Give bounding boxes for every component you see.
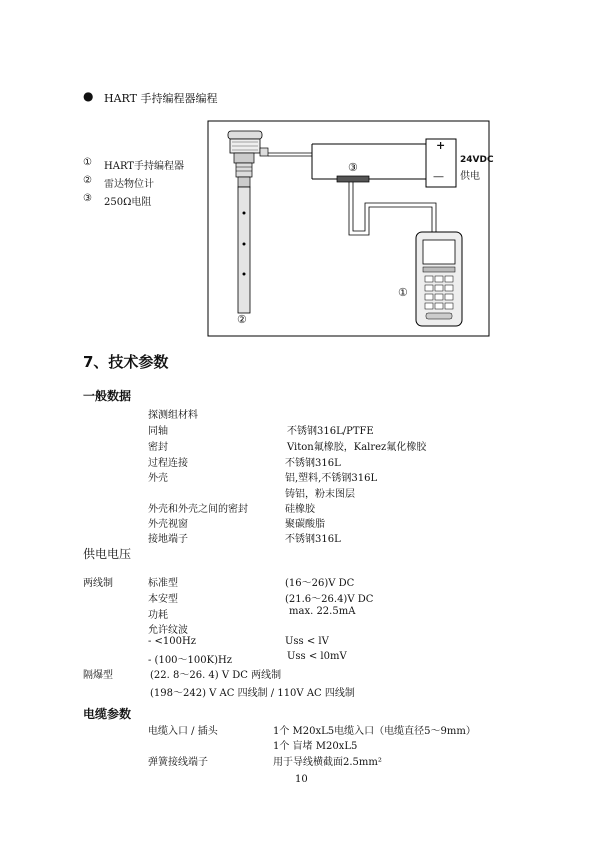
radar-level-meter-icon — [228, 131, 268, 313]
tech-section-title: 7、技术参数 — [83, 353, 169, 371]
cable-params-title: 电缆参数 — [83, 707, 132, 721]
general-row-value: 不锈钢316L — [285, 534, 341, 545]
isolated-type-line-1: (22. 8～26. 4) V DC 两线制 — [150, 670, 282, 681]
diagram-marker-3: ③ — [348, 161, 358, 174]
general-row-label: 接地端子 — [148, 534, 188, 545]
bullet-icon: ● — [83, 89, 94, 103]
two-wire-label: 两线制 — [83, 578, 113, 589]
probe-material-subtitle: 探测组材料 — [148, 410, 198, 421]
general-row-label: 过程连接 — [148, 458, 188, 469]
general-row-value: 不锈钢316L/PTFE — [287, 426, 374, 437]
power-row-label: 允许纹波 — [148, 625, 188, 636]
resistor-icon — [337, 176, 369, 182]
power-row-value: Uss < lV — [285, 636, 329, 647]
general-row-value: Viton氟橡胶，Kalrez氟化橡胶 — [287, 442, 427, 453]
general-data-title: 一般数据 — [83, 389, 132, 403]
general-row-label: 外壳和外壳之间的密封 — [148, 504, 248, 515]
general-row-value: 聚碳酸脂 — [285, 519, 325, 530]
power-row-label: - <100Hz — [148, 636, 197, 647]
cable-row-value: 用于导线横截面2.5mm² — [273, 757, 382, 768]
handheld-programmer-icon — [416, 232, 462, 326]
power-plus-sign: + — [436, 139, 446, 152]
page-number: 10 — [295, 774, 308, 785]
general-row-value: 铝,塑料,不锈钢316L — [285, 473, 378, 484]
general-row-label: 外壳视窗 — [148, 519, 188, 530]
diagram-marker-2: ② — [237, 313, 247, 326]
general-row-value: 铸铝，粉末图层 — [285, 489, 355, 500]
general-row-value: 不锈钢316L — [285, 458, 341, 469]
legend-num-3: ③ — [83, 193, 92, 204]
power-row-value: max. 22.5mA — [289, 606, 356, 617]
power-row-label: 标准型 — [148, 578, 178, 589]
power-label-supply: 供电 — [460, 171, 480, 182]
power-row-label: 功耗 — [148, 610, 168, 621]
power-supply-title: 供电电压 — [83, 547, 132, 561]
legend-label-2: 雷达物位计 — [104, 179, 154, 190]
legend-label-3: 250Ω电阻 — [104, 197, 152, 208]
cable-row-label: 弹簧接线端子 — [148, 757, 208, 768]
power-row-value: (21.6～26.4)V DC — [285, 594, 374, 605]
power-minus-sign: — — [433, 170, 444, 183]
general-row-label: 同轴 — [148, 426, 168, 437]
cable-row-value: 1个 M20xL5电缆入口（电缆直径5～9mm） — [273, 726, 476, 737]
general-row-value: 硅橡胶 — [285, 504, 315, 515]
power-row-value: Uss < l0mV — [287, 651, 347, 662]
power-row-label: 本安型 — [148, 594, 178, 605]
power-row-label: - (100～100K)Hz — [148, 655, 232, 666]
hart-section-title: HART 手持编程器编程 — [104, 92, 218, 105]
power-label-voltage: 24VDC — [460, 155, 494, 165]
legend-num-2: ② — [83, 175, 92, 186]
power-row-value: (16～26)V DC — [285, 578, 355, 589]
cable-row-value: 1个 盲堵 M20xL5 — [273, 741, 358, 752]
isolated-type-label: 隔爆型 — [83, 670, 113, 681]
general-row-label: 外壳 — [148, 473, 168, 484]
cable-row-label: 电缆入口 / 插头 — [148, 726, 218, 737]
legend-label-1: HART手持编程器 — [104, 161, 184, 172]
diagram-marker-1: ① — [398, 286, 408, 299]
isolated-type-line-2: (198～242) V AC 四线制 / 110V AC 四线制 — [150, 688, 355, 699]
general-row-label: 密封 — [148, 442, 168, 453]
legend-num-1: ① — [83, 157, 92, 168]
